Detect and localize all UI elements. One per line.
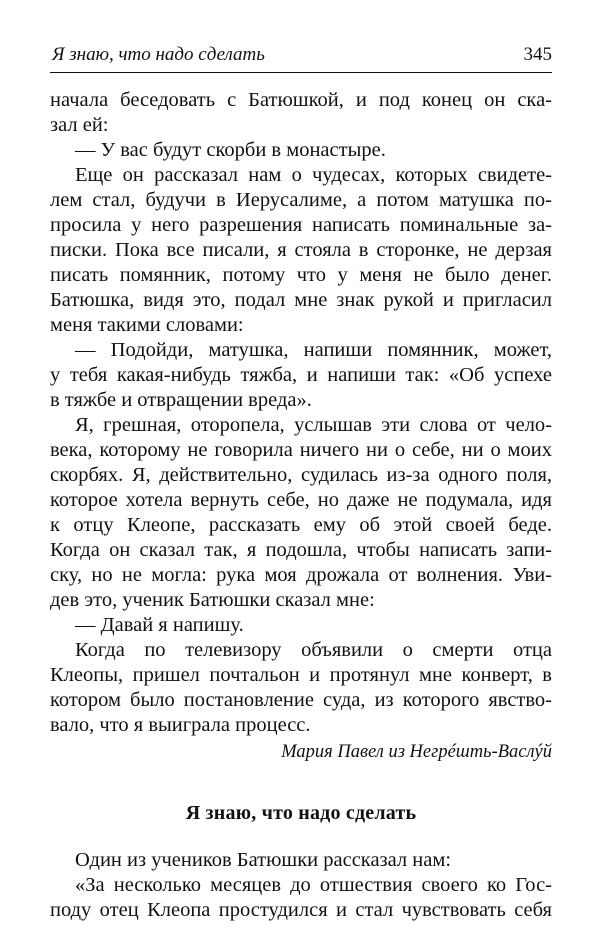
text-line: Еще он рассказал нам о чудесах, которых свидете-	[75, 164, 552, 186]
paragraph	[50, 638, 552, 738]
paragraph	[75, 848, 552, 873]
text-line: века, которому не говорила ничего ни о себе, ни о моих	[50, 439, 552, 461]
running-header	[52, 44, 552, 68]
text-line: писки. Пока все писали, я стояла в сторонке, не дерзая	[50, 239, 552, 261]
text-line: ску, но не могла: рука моя дрожала от волнения. Уви-	[50, 564, 552, 586]
text-line: — Давай я напишу.	[75, 614, 244, 636]
paragraph	[50, 163, 552, 338]
page-body	[50, 88, 552, 923]
text-line: Я, грешная, оторопела, услышав эти слова от чело-	[75, 414, 552, 436]
text-line: лем стал, будучи в Иерусалиме, а потом матушка по-	[50, 189, 552, 211]
paragraph-continuation	[50, 88, 552, 138]
paragraph	[50, 413, 552, 613]
text-line: к отцу Клеопе, рассказать ему об этой своей беде.	[50, 514, 552, 536]
text-line: Клеопы, пришел почтальон и протянул мне конверт, в	[50, 664, 552, 686]
section-heading: Я знаю, что надо сделать	[185, 802, 417, 824]
text-line: вало, что я выиграла процесс.	[50, 714, 311, 736]
text-line: меня такими словами:	[50, 314, 244, 336]
text-line: Батюшка, видя это, подал мне знак рукой и пригласил	[50, 289, 552, 311]
text-line: поду отец Клеопа простудился и стал чувствовать себя	[50, 899, 552, 921]
text-line: писать помянник, потому что у меня не было денег.	[50, 264, 552, 286]
paragraph-dialogue	[75, 138, 552, 163]
text-line: просила у него разрешения написать поминальные за-	[50, 214, 552, 236]
text-line: дев это, ученик Батюшки сказал мне:	[50, 589, 375, 611]
text-line: скорбях. Я, действительно, судилась из-за одного поля,	[50, 464, 552, 486]
running-header-title: Я знаю, что надо сделать	[52, 44, 265, 65]
text-line: — У вас будут скорби в монастыре.	[75, 139, 386, 161]
text-line: котором было постановление суда, из которого явство-	[50, 689, 552, 711]
text-line: начала беседовать с Батюшкой, и под конец он ска-	[50, 89, 552, 111]
text-line: у тебя какая-нибудь тяжба, и напиши так: «Об успехе	[50, 364, 552, 386]
text-line: Один из учеников Батюшки рассказал нам:	[75, 849, 452, 871]
text-line: «За несколько месяцев до отшествия своего ко Гос-	[75, 874, 552, 896]
text-line: Когда он сказал так, я подошла, чтобы написать запи-	[50, 539, 552, 561]
text-line: которое хотела вернуть себе, но даже не подумала, идя	[50, 489, 552, 511]
text-line: зал ей:	[50, 114, 109, 136]
paragraph-quote	[50, 873, 552, 923]
paragraph-dialogue	[75, 613, 552, 638]
paragraph-dialogue	[50, 338, 552, 413]
text-line: — Подойди, матушка, напиши помянник, может,	[75, 339, 552, 361]
text-line: Когда по телевизору объявили о смерти отца	[75, 639, 552, 661]
text-line: в тяжбе и отвращении вреда».	[50, 389, 312, 411]
header-rule	[50, 72, 552, 73]
page-number: 345	[523, 44, 552, 65]
author-attribution: Мария Павел из Негрéшть-Васлýй	[281, 742, 552, 762]
